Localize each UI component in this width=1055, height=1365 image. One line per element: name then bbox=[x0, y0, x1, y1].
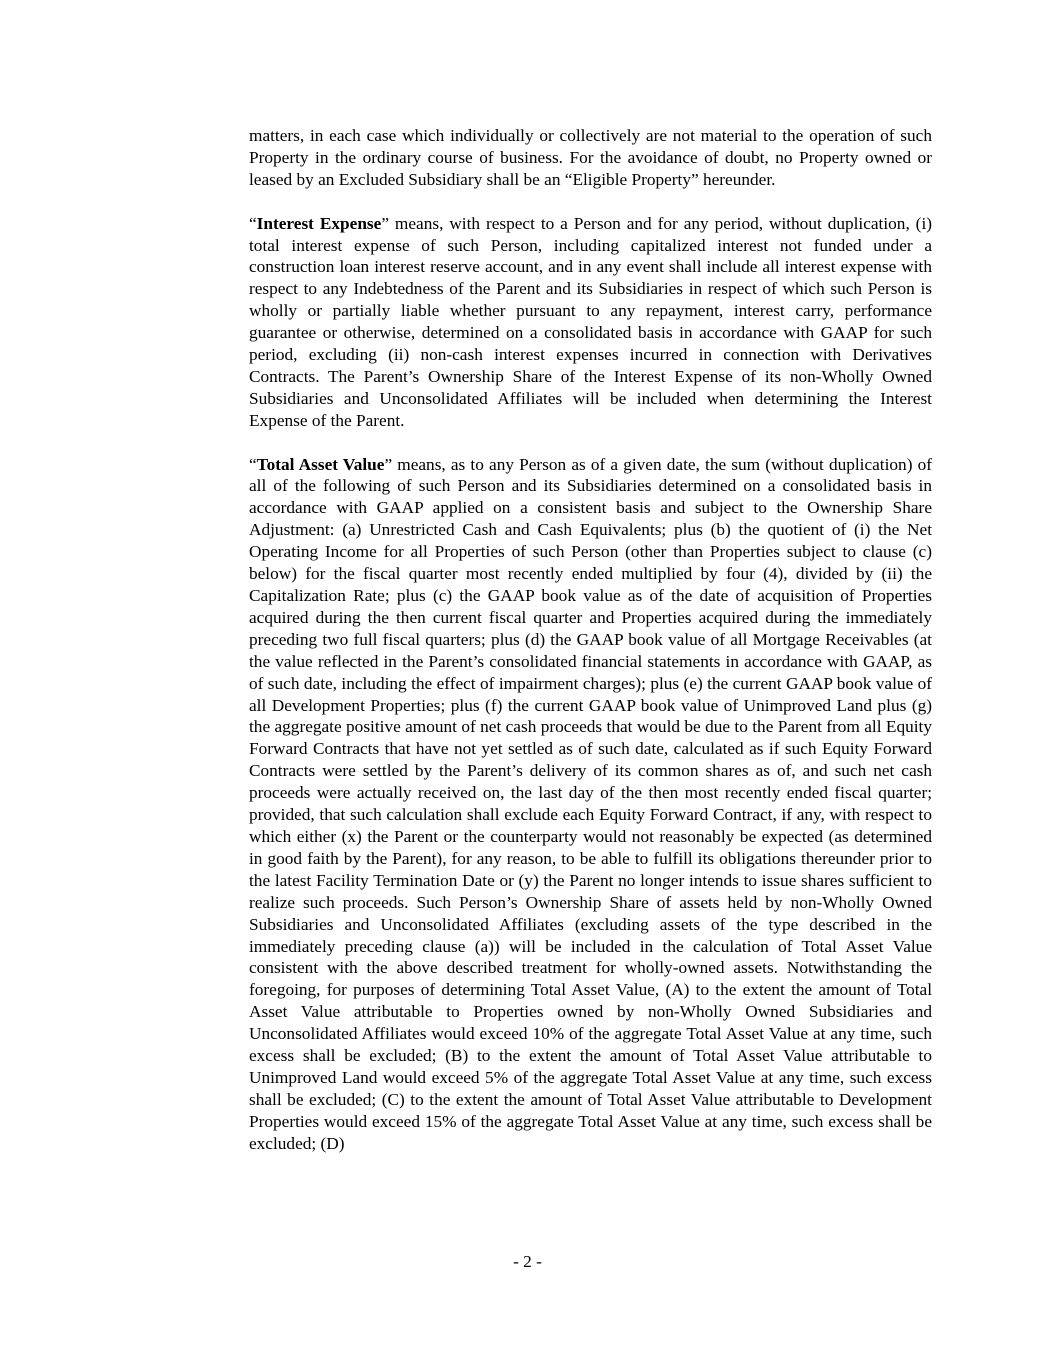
document-page bbox=[249, 125, 932, 1155]
defined-term-interest-expense: Interest Expense bbox=[256, 213, 382, 233]
definition-body: ” means, as to any Person as of a given date, the sum (without duplication) of all of the following of such Person and its Subsidiaries determined on a consolidated basis in accordance with GAAP applied on a consistent basis and subject to the Ownership Share Adjustment: (a) Unrestricted Cash and Cash Equivalents; plus (b) the quotient of (i) the Net Operating Income for all Properties of such Person (other than Properties subject to clause (c) below) for the fiscal quarter most recently ended multiplied by four (4), divided by (ii) the Capitalization Rate; plus (c) the GAAP book value as of the date of acquisition of Properties acquired during the then current fiscal quarter and Properties acquired during the immediately preceding two full fiscal quarters; plus (d) the GAAP book value of all Mortgage Receivables (at the value reflected in the Parent’s consolidated financial statements in accordance with GAAP, as of such date, including the effect of impairment charges); plus (e) the current GAAP book value of all Development Properties; plus (f) the current GAAP book value of Unimproved Land plus (g) the aggregate positive amount of net cash proceeds that would be due to the Parent from all Equity Forward Contracts that have not yet settled as of such date, calculated as if such Equity Forward Contracts were settled by the Parent’s delivery of its common shares as of, and such net cash proceeds were actually received on, the last day of the then most recently ended fiscal quarter; provided, that such calculation shall exclude each Equity Forward Contract, if any, with respect to which either (x) the Parent or the counterparty would not reasonably be expected (as determined in good faith by the Parent), for any reason, to be able to fulfill its obligations thereunder prior to the latest Facility Termination Date or (y) the Parent no longer intends to issue shares sufficient to realize such proceeds. Such Person’s Ownership Share of assets held by non-Wholly Owned Subsidiaries and Unconsolidated Affiliates (excluding assets of the type described in the immediately preceding clause (a)) will be included in the calculation of Total Asset Value consistent with the above described treatment for wholly-owned assets. Notwithstanding the foregoing, for purposes of determining Total Asset Value, (A) to the extent the amount of Total Asset Value attributable to Properties owned by non-Wholly Owned Subsidiaries and Unconsolidated Affiliates would exceed 10% of the aggregate Total Asset Value at any time, such excess shall be excluded; (B) to the extent the amount of Total Asset Value attributable to Unimproved Land would exceed 5% of the aggregate Total Asset Value at any time, such excess shall be excluded; (C) to the extent the amount of Total Asset Value attributable to Development Properties would exceed 15% of the aggregate Total Asset Value at any time, such excess shall be excluded; (D) bbox=[249, 454, 932, 1153]
open-quote: “ bbox=[249, 454, 257, 474]
open-quote: “ bbox=[249, 213, 257, 233]
continuation-paragraph: matters, in each case which individually or collectively are not material to the operation of such Property in the ordinary course of business. For the avoidance of doubt, no Property owned or leased by an Excluded Subsidiary shall be an “Eligible Property” hereunder. bbox=[249, 126, 932, 189]
page-number: - 2 - bbox=[513, 1252, 542, 1271]
defined-term-total-asset-value: Total Asset Value bbox=[256, 454, 385, 474]
definition-interest-expense bbox=[249, 213, 932, 432]
definition-total-asset-value bbox=[249, 454, 932, 1155]
definition-body: ” means, with respect to a Person and for any period, without duplication, (i) total interest expense of such Person, including capitalized interest not funded under a construction loan interest reserve account, and in any event shall include all interest expense with respect to any Indebtedness of the Parent and its Subsidiaries in respect of which such Person is wholly or partially liable whether pursuant to any repayment, interest carry, performance guarantee or otherwise, determined on a consolidated basis in accordance with GAAP for such period, excluding (ii) non-cash interest expenses incurred in connection with Derivatives Contracts. The Parent’s Ownership Share of the Interest Expense of its non-Wholly Owned Subsidiaries and Unconsolidated Affiliates will be included when determining the Interest Expense of the Parent. bbox=[249, 213, 932, 430]
